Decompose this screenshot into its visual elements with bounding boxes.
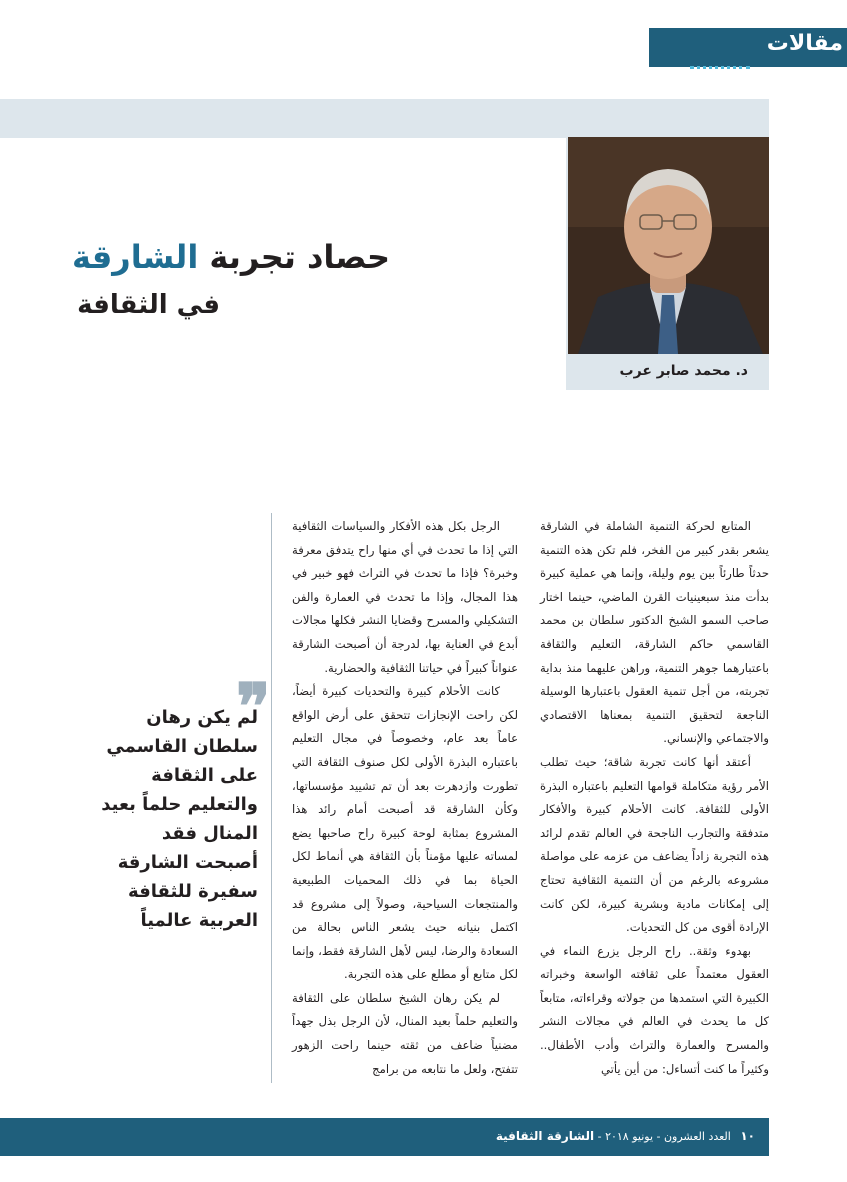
- section-tab: [649, 28, 847, 67]
- footer: [495, 1127, 755, 1146]
- header-band: [0, 99, 769, 138]
- pull-quote: لم يكن رهان سلطان القاسمي على الثقافة والتعليم حلماً بعيد المنال فقد أصبحت الشارقة سفيرة للثقافة العربية عالمياً: [101, 707, 258, 931]
- issue-info: العدد العشرون - يونيو ٢٠١٨ -: [597, 1130, 731, 1143]
- article-title-accent: الشارقة: [71, 238, 199, 276]
- magazine-name: الشارقة الثقافية: [495, 1129, 595, 1143]
- author-photo: [568, 137, 769, 354]
- paragraph: كانت الأحلام كبيرة والتحديات كبيرة أيضاً، لكن راحت الإنجازات تتحقق على أرض الواقع عاماً بعد عام، وخصوصاً في مجال التعليم باعتباره البذرة الأولى لكل صنوف الثقافة التي تطورت وازدهرت بعد أن تم تشييد مؤسساتها، وكأن الشارقة قد أصبحت أمام رائد هذا المشروع بمثابة لوحة كبيرة راح صاحبها يضع لمساته عليها مؤمناً بأن الثقافة هي أنماط لكل الحياة بما في ذلك المحميات الطبيعية والمنتجعات السياحية، وصولاً إلى مشروع قد اكتمل بنيانه حيث يشعر الناس بحالة من السعادة والرضا، ليس لأهل الشارقة فقط، وإنما لكل متابع أو مطلع على هذه التجربة.: [292, 684, 518, 982]
- body-column-left: [292, 515, 518, 1081]
- author-name: د. محمد صابر عرب: [619, 363, 748, 379]
- section-label: مقالات: [766, 31, 843, 56]
- article-title-main: حصاد تجربة: [209, 238, 390, 276]
- column-divider: [271, 513, 272, 1083]
- quote-mark-icon: ❞: [236, 670, 271, 745]
- paragraph: الرجل بكل هذه الأفكار والسياسات الثقافية التي إذا ما تحدث في أي منها راح يتدفق معرفة وخبرة؟ فإذا ما تحدث في التراث فهو خبير في هذا المجال، وإذا ما تحدث في العمارة والفن التشكيلي والمسرح وقضايا النشر فكلها مجالات أبدع في العناية بها، لدرجة أن أصبحت الشارقة عنواناً كبيراً في حياتنا الثقافية والحضارية.: [292, 519, 518, 675]
- paragraph: أعتقد أنها كانت تجربة شاقة؛ حيث تطلب الأمر رؤية متكاملة قوامها التعليم باعتباره البذرة الأولى للثقافة. كانت الأحلام كبيرة والأفكار متدفقة والتجارب الناجحة في العالم تقدم لرائد هذه التجربة زاداً يضاعف من عزمه على مواصلة مشروعه بالرغم من أن التنمية الثقافية تحتاج إلى إمكانات مادية وبشرية كبيرة، لكن كانت الإرادة أقوى من كل التحديات.: [540, 754, 769, 935]
- body-column-right: [540, 515, 769, 1081]
- article-subtitle: في الثقافة: [77, 290, 220, 320]
- section-tab-ornament: [690, 66, 750, 74]
- author-portrait-icon: [568, 137, 769, 354]
- article-title: [60, 238, 390, 276]
- page-number: ١٠: [740, 1129, 755, 1143]
- paragraph: المتابع لحركة التنمية الشاملة في الشارقة يشعر بقدر كبير من الفخر، فلم تكن هذه التنمية حدثاً طارئاً بين يوم وليلة، وإنما هي عملية كبيرة بدأت منذ سبعينيات القرن الماضي، حينما اختار صاحب السمو الشيخ الدكتور سلطان بن محمد القاسمي حاكم الشارقة، التعليم والثقافة باعتبارهما جوهر التنمية، وراهن عليهما منذ بداية تجربته، من أجل تنمية العقول باعتبارها الوسيلة الناجعة لتحقيق التنمية بمعناها الاقتصادي والاجتماعي والإنساني.: [540, 519, 769, 746]
- paragraph: بهدوء وثقة.. راح الرجل يزرع النماء في العقول معتمداً على ثقافته الواسعة وخبراته الكبيرة التي استمدها من جولاته وقراءاته، متابعاً كل ما يحدث في العالم في مجالات النشر والمسرح والعمارة والتراث وأدب الأطفال.. وكثيراً ما كنت أتساءل: من أين يأتي: [540, 943, 769, 1076]
- paragraph: لم يكن رهان الشيخ سلطان على الثقافة والتعليم حلماً بعيد المنال، لأن الرجل بذل جهداً مضنياً ضاعف من ثقته حينما راحت الزهور تتفتح، ولعل ما نتابعه من برامج: [292, 990, 518, 1076]
